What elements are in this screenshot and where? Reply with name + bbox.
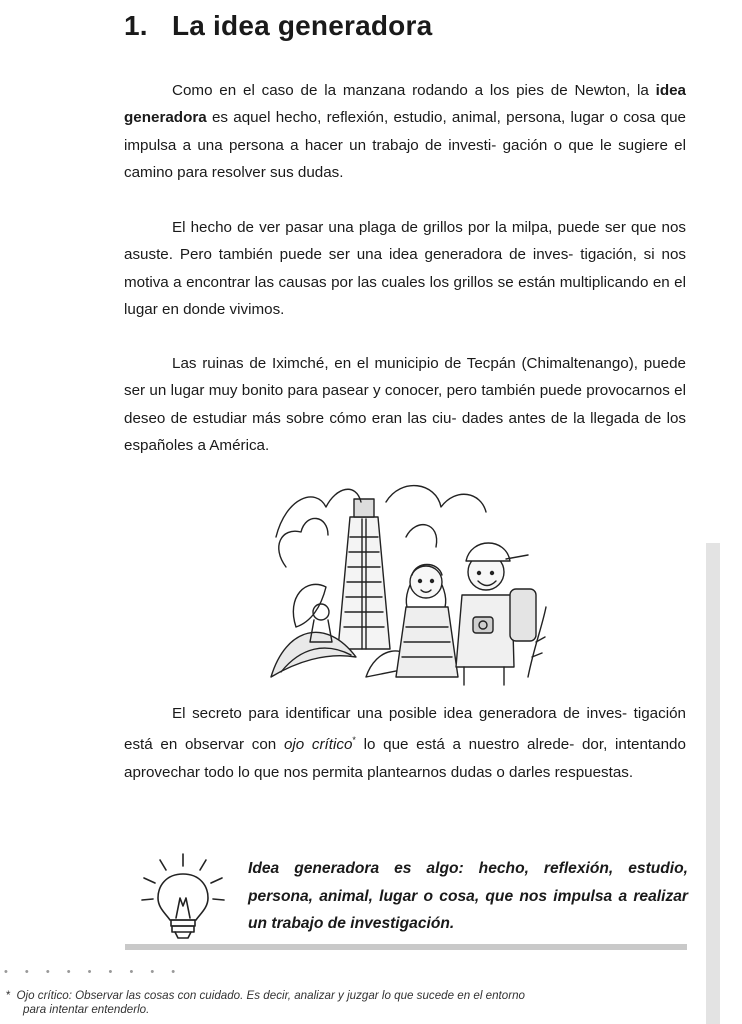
paragraph-grillos: El hecho de ver pasar una plaga de grillos por la milpa, puede ser que nos asuste. Pero también puede ser una idea generadora de inves- tigación, si nos motiva a encontrar las causas por las cuales los grillos se están multiplicando en el lugar en donde vivimos. (124, 219, 686, 319)
paragraph-idea-generadora: Como en el caso de la manzana rodando a los pies de Newton, la idea generadora es aquel hecho, reflexión, estudio, animal, persona, lugar o cosa que impulsa a una persona a hacer un trabajo de investi- gación o que le sugiere el camino para resolver sus dudas. (124, 82, 686, 182)
footnote-mark: * (352, 735, 356, 746)
italic-term: ojo crítico (283, 736, 353, 754)
ruins-children-illustration (266, 477, 548, 687)
footnote-separator-dots: • • • • • • • • • (4, 966, 183, 978)
footnote-line-2: para intentar entenderlo. (23, 1003, 150, 1016)
callout-underline (125, 944, 687, 950)
footnote-line-1: Ojo crítico: Observar las cosas con cuidado. Es decir, analizar y juzgar lo que sucede en el entorno (16, 989, 525, 1002)
lightbulb-icon (138, 850, 228, 942)
side-decoration-bar (706, 543, 720, 1024)
heading-number: 1. (124, 10, 148, 41)
page-heading (124, 10, 432, 42)
paragraph-iximche: Las ruinas de Iximché, en el municipio de Tecpán (Chimaltenango), puede ser un lugar muy bonito para pasear y conocer, pero también puede provocarnos el deseo de estudiar más sobre cómo eran las ciu- dades antes de la llegada de los españoles a América. (124, 355, 686, 455)
paragraph-ojo-critico: El secreto para identificar una posible idea generadora de inves- tigación está en observar con ojo crítico* lo que está a nuestro alrede- dor, intentando aprovechar todo lo que nos permita plantearnos dudas o darles respuestas. (124, 705, 686, 781)
footnote (6, 989, 696, 1017)
footnote-star: * (6, 989, 11, 1002)
callout-definition: Idea generadora es algo: hecho, reflexión, estudio, persona, animal, lugar o cosa, que nos impulsa a realizar un trabajo de investigación. (248, 860, 688, 933)
heading-title: La idea generadora (172, 10, 433, 41)
bold-term: idea generadora (124, 82, 686, 127)
